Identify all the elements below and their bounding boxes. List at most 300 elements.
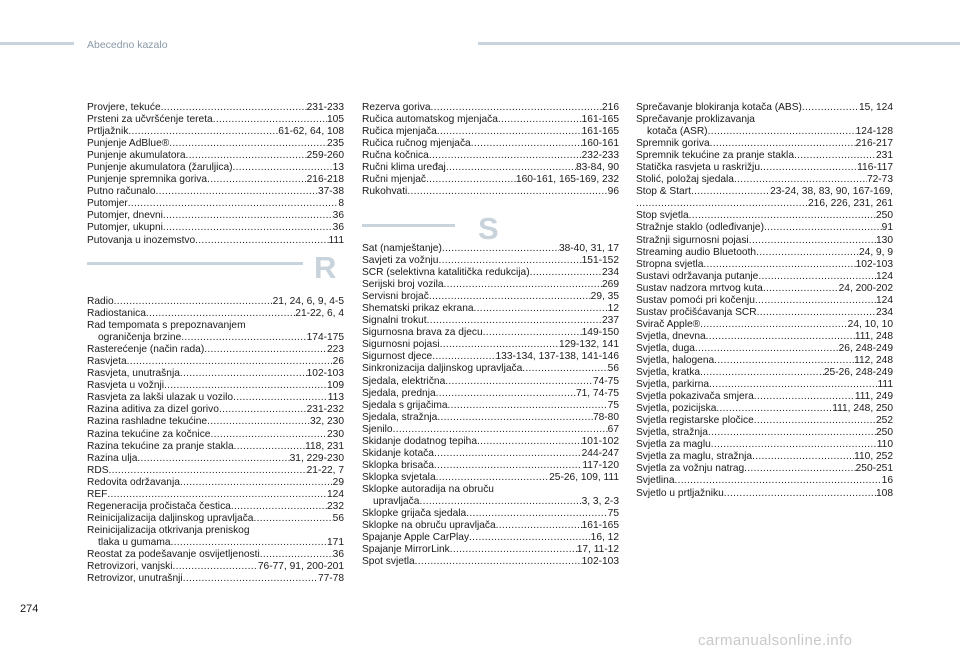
- entry-term: Ručna kočnica: [362, 150, 429, 162]
- entry-pages: 124-128: [855, 126, 893, 138]
- entry-leader-dots: [437, 126, 582, 138]
- entry-term: Retrovizor, unutrašnji: [87, 573, 183, 585]
- index-column-2-s: [362, 243, 619, 568]
- index-entry: [362, 520, 619, 532]
- entry-pages: 29, 35: [590, 291, 619, 303]
- entry-term: Svirač Apple®: [636, 318, 701, 330]
- index-column-2-r: [362, 102, 619, 198]
- entry-leader-dots: [195, 235, 328, 247]
- entry-leader-dots: [219, 404, 307, 416]
- entry-term: Rasvjeta, unutrašnja: [87, 368, 180, 380]
- entry-leader-dots: [146, 308, 295, 320]
- index-entry: [362, 291, 619, 303]
- entry-term: REF: [87, 488, 108, 500]
- entry-pages: 110: [876, 439, 893, 451]
- entry-leader-dots: [496, 520, 582, 532]
- entry-term: Rasvjeta za lakši ulazak u vozilo: [87, 392, 234, 404]
- entry-term: Razina ulja: [87, 452, 138, 464]
- entry-term: Stražnje staklo (odleđivanje): [636, 222, 764, 234]
- entry-term: Spajanje Apple CarPlay: [362, 532, 470, 544]
- index-entry: [362, 388, 619, 400]
- entry-pages: 116-117: [857, 162, 893, 174]
- entry-pages: 102-103: [581, 556, 619, 568]
- entry-leader-dots: [128, 198, 339, 210]
- entry-term: Sustav pročišćavanja SCR: [636, 306, 757, 318]
- index-entry: [636, 307, 893, 319]
- entry-pages: 21-22, 6, 4: [295, 308, 344, 320]
- entry-leader-dots: [427, 315, 602, 327]
- entry-leader-dots: [231, 501, 327, 513]
- entry-pages: 161-165: [581, 520, 619, 532]
- entry-term: Prtljažnik: [87, 126, 129, 138]
- entry-leader-dots: [109, 465, 307, 477]
- entry-leader-dots: [675, 475, 882, 487]
- index-entry: [87, 114, 344, 126]
- entry-pages: 232: [327, 500, 344, 512]
- index-entry: [636, 150, 893, 162]
- entry-leader-dots: [431, 102, 602, 114]
- index-entry: [362, 508, 619, 520]
- entry-pages: 231-233: [306, 102, 344, 113]
- index-entry: [362, 150, 619, 162]
- entry-term: Savjeti za vožnju: [362, 255, 439, 267]
- entry-pages: 75: [607, 508, 619, 520]
- entry-leader-dots: [169, 138, 327, 150]
- index-entry: [636, 126, 893, 138]
- entry-leader-dots: [760, 162, 857, 174]
- entry-pages: 250-251: [855, 463, 893, 475]
- entry-pages: 15, 124: [859, 102, 893, 113]
- entry-pages: 26, 248-249: [838, 342, 893, 354]
- entry-term: Ručica mjenjača: [362, 126, 437, 138]
- entry-leader-dots: [170, 537, 327, 549]
- entry-term: Svjetla, pozicijska: [636, 403, 717, 415]
- entry-leader-dots: [432, 351, 495, 363]
- entry-pages: 111: [328, 234, 344, 246]
- entry-pages: 223: [327, 344, 344, 356]
- entry-pages: 56: [607, 363, 619, 375]
- entry-leader-dots: [734, 174, 867, 186]
- entry-term: Punjenje spremnika goriva: [87, 174, 208, 186]
- entry-leader-dots: [407, 186, 607, 198]
- entry-term: Provjere, tekuće: [87, 102, 161, 113]
- entry-pages: 74-75: [592, 375, 619, 387]
- entry-term: upravljača: [373, 495, 420, 507]
- section-rule-s: [362, 224, 455, 227]
- section-rule-r: [87, 262, 303, 265]
- entry-term: Ručica automatskog mjenjača: [362, 114, 498, 126]
- entry-pages: 117-120: [582, 459, 619, 471]
- entry-leader-dots: [716, 403, 832, 415]
- index-entry: [362, 303, 619, 315]
- index-entry: [636, 355, 893, 367]
- entry-pages: 25-26, 248-249: [823, 367, 893, 379]
- index-entry: [87, 308, 344, 320]
- entry-pages: 133-134, 137-138, 141-146: [495, 351, 619, 363]
- entry-term: Redovita održavanja: [87, 476, 180, 488]
- entry-pages: 24, 200-202: [838, 282, 893, 294]
- entry-term: Svjetla, parkirna: [636, 379, 710, 391]
- entry-term: Reinicijalizacija otkrivanja preniskog: [87, 524, 250, 536]
- entry-term: Sjedala, električna: [362, 375, 446, 387]
- entry-leader-dots: [183, 573, 318, 585]
- entry-term: Punjenje akumulatora (žaruljica): [87, 162, 233, 174]
- index-entry: [636, 295, 893, 307]
- index-entry: [362, 460, 619, 472]
- index-entry: [362, 556, 619, 568]
- entry-leader-dots: [186, 150, 307, 162]
- entry-term: Svjetla, stražnja: [636, 427, 708, 439]
- entry-leader-dots: [446, 162, 576, 174]
- entry-pages: 77-78: [317, 573, 344, 585]
- index-entry: [362, 126, 619, 138]
- entry-pages: 31, 229-230: [289, 452, 344, 464]
- entry-leader-dots: [434, 460, 582, 472]
- index-entry: [362, 363, 619, 375]
- entry-leader-dots: [127, 356, 333, 368]
- index-entry: [87, 356, 344, 368]
- index-entry: [87, 235, 344, 247]
- entry-pages: 102-103: [306, 368, 344, 380]
- index-entry: [362, 162, 619, 174]
- entry-pages: 113: [327, 392, 344, 404]
- entry-term: Sjedala, stražnja: [362, 411, 438, 423]
- entry-leader-dots: [700, 367, 824, 379]
- entry-leader-dots: [128, 126, 278, 138]
- entry-leader-dots: [180, 477, 333, 489]
- index-entry: [87, 429, 344, 441]
- entry-term: Skidanje dodatnog tepiha: [362, 435, 477, 447]
- entry-term: Streaming audio Bluetooth: [636, 246, 757, 258]
- entry-term: Razina aditiva za dizel gorivo: [87, 404, 219, 416]
- index-entry: [362, 496, 619, 508]
- header-rule-left: [0, 42, 74, 45]
- index-entry: [87, 513, 344, 525]
- entry-pages: 231-232: [306, 404, 344, 416]
- entry-leader-dots: [752, 451, 854, 463]
- entry-term: Rad tempomata s prepoznavanjem: [87, 320, 246, 332]
- entry-leader-dots: [469, 532, 591, 544]
- entry-pages: 36: [332, 210, 344, 222]
- entry-pages: 24, 10, 10: [847, 318, 893, 330]
- index-entry: [362, 102, 619, 114]
- entry-pages: 110, 252: [854, 451, 893, 463]
- entry-leader-dots: [207, 174, 307, 186]
- index-entry: [87, 198, 344, 210]
- entry-pages: 101-102: [581, 435, 619, 447]
- index-entry: [636, 210, 893, 222]
- entry-term: Reostat za podešavanje osvijetljenosti: [87, 548, 260, 560]
- entry-term: Statička rasvjeta u raskrižju: [636, 162, 760, 174]
- entry-leader-dots: [442, 243, 559, 255]
- entry-leader-dots: [714, 355, 854, 367]
- entry-leader-dots: [448, 400, 608, 412]
- index-entry: [636, 271, 893, 283]
- index-entry: [636, 114, 893, 126]
- entry-leader-dots: [754, 391, 855, 403]
- index-entry: [87, 392, 344, 404]
- entry-leader-dots: [437, 412, 593, 424]
- entry-leader-dots: [691, 186, 770, 198]
- index-entry: [87, 296, 344, 308]
- index-entry: [362, 267, 619, 279]
- index-entry: [362, 243, 619, 255]
- entry-leader-dots: [233, 392, 328, 404]
- entry-term: Serijski broj vozila: [362, 279, 444, 291]
- entry-leader-dots: [173, 561, 258, 573]
- entry-term: Svjetla, duga: [636, 342, 695, 354]
- entry-term: Ručica ručnog mjenjača: [362, 138, 471, 150]
- index-entry: [87, 549, 344, 561]
- entry-pages: 124: [876, 294, 893, 306]
- entry-leader-dots: [755, 295, 876, 307]
- index-entry: [362, 544, 619, 556]
- entry-leader-dots: [709, 379, 877, 391]
- index-entry: [636, 343, 893, 355]
- index-entry: [636, 174, 893, 186]
- index-entry: [362, 186, 619, 198]
- entry-pages: 17, 11-12: [576, 544, 619, 556]
- entry-pages: 67: [607, 423, 619, 435]
- index-entry: [362, 376, 619, 388]
- entry-pages: 25-26, 109, 111: [549, 471, 619, 483]
- entry-term: Spajanje MirrorLink: [362, 544, 450, 556]
- entry-leader-dots: [758, 271, 876, 283]
- index-entry: [636, 451, 893, 463]
- entry-term: Svjetla registarske pločice: [636, 415, 754, 427]
- entry-term: Sklopka svjetala: [362, 471, 436, 483]
- index-entry: [87, 162, 344, 174]
- entry-pages: 235: [327, 138, 344, 150]
- entry-pages: 250: [876, 427, 893, 439]
- index-entry: [87, 537, 344, 549]
- entry-term: Sigurnosna brava za djecu: [362, 327, 483, 339]
- entry-leader-dots: [706, 331, 855, 343]
- entry-pages: 21, 24, 6, 9, 4-5: [272, 296, 344, 307]
- index-entry: [636, 379, 893, 391]
- index-entry: [87, 174, 344, 186]
- entry-term: Signalni trokut: [362, 315, 427, 327]
- entry-leader-dots: [114, 296, 273, 308]
- entry-pages: 259-260: [306, 150, 344, 162]
- entry-term: Sustav nadzora mrtvog kuta: [636, 282, 763, 294]
- entry-leader-dots: [163, 222, 333, 234]
- entry-term: Stolić, položaj sjedala: [636, 174, 734, 186]
- entry-term: Svjetla, kratka: [636, 367, 700, 379]
- entry-term: Sklopka brisača: [362, 459, 434, 471]
- index-entry: [87, 222, 344, 234]
- index-entry: [87, 150, 344, 162]
- index-entry: [636, 488, 893, 500]
- entry-pages: 72-73: [866, 174, 893, 186]
- entry-term: Sustavi održavanja putanje: [636, 270, 759, 282]
- entry-pages: 234: [876, 306, 893, 318]
- index-entry: [87, 477, 344, 489]
- entry-pages: 16, 12: [590, 532, 619, 544]
- entry-term: Sklopke autoradija na obruču: [362, 483, 494, 495]
- entry-leader-dots: [710, 138, 856, 150]
- entry-leader-dots: [711, 439, 877, 451]
- index-column-1-p: [87, 102, 344, 247]
- entry-leader-dots: [260, 549, 333, 561]
- index-entry: [362, 327, 619, 339]
- entry-term: Regeneracija pročistača čestica: [87, 500, 231, 512]
- section-letter-r: R: [314, 250, 337, 285]
- entry-leader-dots: [703, 259, 855, 271]
- entry-term: Putomjer: [87, 198, 128, 210]
- entry-leader-dots: [107, 489, 327, 501]
- entry-term: Reinicijalizacija daljinskog upravljača: [87, 512, 254, 524]
- entry-pages: 76-77, 91, 200-201: [257, 561, 344, 573]
- index-entry: [362, 532, 619, 544]
- entry-pages: 118, 231: [305, 440, 344, 452]
- entry-pages: 230: [327, 428, 344, 440]
- index-entry: [362, 114, 619, 126]
- entry-leader-dots: [436, 388, 576, 400]
- entry-term: Svjetla, halogena: [636, 354, 715, 366]
- entry-leader-dots: [426, 174, 516, 186]
- entry-leader-dots: [436, 472, 550, 484]
- index-column-3-s: [636, 102, 893, 500]
- index-entry: [362, 351, 619, 363]
- entry-pages: 237: [602, 315, 619, 327]
- index-entry: [362, 412, 619, 424]
- entry-pages: 21-22, 7: [306, 464, 344, 476]
- entry-pages: 3, 3, 2-3: [581, 495, 619, 507]
- index-entry: [87, 320, 344, 332]
- index-entry: [87, 186, 344, 198]
- index-entry: [87, 344, 344, 356]
- index-entry: [362, 174, 619, 186]
- entry-leader-dots: [477, 436, 582, 448]
- entry-term: Shematski prikaz ekrana: [362, 303, 474, 315]
- entry-term: Svjetla pokazivača smjera: [636, 391, 754, 403]
- entry-pages: 91: [881, 222, 893, 234]
- index-entry: [636, 331, 893, 343]
- entry-term: Svjetlina: [636, 475, 675, 487]
- entry-pages: 26: [332, 356, 344, 368]
- index-entry: [87, 465, 344, 477]
- index-entry: [636, 259, 893, 271]
- entry-pages: 105: [327, 114, 344, 126]
- index-entry: [87, 210, 344, 222]
- watermark: carmanualsonline.info: [698, 632, 853, 649]
- entry-term: kotača (ASR): [647, 126, 708, 138]
- entry-leader-dots: [156, 186, 318, 198]
- index-entry: [636, 162, 893, 174]
- entry-term: Sklopke na obruču upravljača: [362, 520, 496, 532]
- entry-leader-dots: [757, 307, 876, 319]
- entry-leader-dots: [445, 376, 593, 388]
- entry-term: Razina tekućine za kočnice: [87, 428, 211, 440]
- entry-term: Sprečavanje proklizavanja: [636, 114, 755, 126]
- entry-leader-dots: [756, 247, 859, 259]
- entry-term: Sjedala s grijačima: [362, 399, 448, 411]
- entry-pages: 130: [876, 234, 893, 246]
- entry-term: Stop & Start: [636, 186, 691, 198]
- entry-pages: 161-165: [581, 114, 619, 126]
- entry-term: Spremnik tekućine za pranje stakla: [636, 150, 794, 162]
- entry-term: Sprečavanje blokiranja kotača (ABS): [636, 102, 802, 113]
- entry-pages: 56: [332, 512, 344, 524]
- entry-pages: 129-132, 141: [558, 339, 619, 351]
- entry-term: Rasvjeta: [87, 356, 127, 368]
- entry-pages: 244-247: [581, 447, 619, 459]
- index-entry: [87, 441, 344, 453]
- entry-pages: 29: [332, 476, 344, 488]
- entry-leader-dots: [708, 126, 856, 138]
- entry-term: Prsteni za učvršćenje tereta: [87, 114, 213, 126]
- entry-pages: 24, 9, 9: [859, 246, 893, 258]
- entry-term: Stropna svjetla: [636, 258, 704, 270]
- entry-term: Razina rashladne tekućine: [87, 416, 208, 428]
- index-entry: [87, 138, 344, 150]
- index-entry: [87, 368, 344, 380]
- entry-pages: 96: [607, 186, 619, 198]
- entry-pages: 16: [881, 475, 893, 487]
- entry-leader-dots: [754, 415, 876, 427]
- entry-pages: 23-24, 38, 83, 90, 167-169,: [770, 186, 893, 198]
- index-entry: [636, 235, 893, 247]
- entry-leader-dots: [429, 150, 582, 162]
- entry-leader-dots: [700, 319, 848, 331]
- index-entry: [636, 367, 893, 379]
- entry-leader-dots: [530, 267, 602, 279]
- index-entry: [87, 501, 344, 513]
- index-entry: [87, 489, 344, 501]
- entry-term: Svjetlo u prtljažniku: [636, 487, 724, 499]
- index-entry: [636, 475, 893, 487]
- entry-term: ograničenja brzine: [98, 332, 182, 344]
- index-entry: [636, 102, 893, 114]
- index-entry: [636, 391, 893, 403]
- entry-leader-dots: [213, 114, 327, 126]
- entry-leader-dots: [689, 210, 876, 222]
- entry-term: Ručni klima uređaj: [362, 162, 446, 174]
- index-entry: [636, 319, 893, 331]
- entry-term: Putno računalo: [87, 186, 156, 198]
- entry-term: Servisni brojač: [362, 291, 429, 303]
- entry-pages: 38-40, 31, 17: [558, 243, 619, 254]
- entry-term: Sklopke grijača sjedala: [362, 508, 467, 520]
- entry-leader-dots: [498, 114, 582, 126]
- entry-leader-dots: [253, 513, 332, 525]
- entry-leader-dots: [137, 453, 289, 465]
- index-entry: [87, 404, 344, 416]
- entry-pages: 232-233: [581, 150, 619, 162]
- index-entry: [87, 453, 344, 465]
- entry-term: Svjetla za maglu: [636, 439, 711, 451]
- entry-pages: 111, 249: [854, 391, 893, 403]
- entry-term: Punjenje akumulatora: [87, 150, 186, 162]
- index-entry: [87, 525, 344, 537]
- entry-term: Rezerva goriva: [362, 102, 431, 113]
- entry-term: Razina tekućine za pranje stakla: [87, 440, 234, 452]
- entry-term: Sustav pomoći pri kočenju: [636, 294, 755, 306]
- entry-leader-dots: [234, 441, 305, 453]
- index-entry: [87, 102, 344, 114]
- entry-pages: 75: [607, 399, 619, 411]
- index-entry: [636, 186, 893, 198]
- entry-leader-dots: [393, 424, 608, 436]
- entry-term: Stražnji sigurnosni pojasi: [636, 234, 749, 246]
- index-entry: [636, 439, 893, 451]
- entry-term: Skidanje kotača: [362, 447, 434, 459]
- index-entry: [636, 247, 893, 259]
- entry-leader-dots: [764, 222, 882, 234]
- entry-pages: 216: [602, 102, 619, 113]
- entry-term: Spremnik goriva: [636, 138, 710, 150]
